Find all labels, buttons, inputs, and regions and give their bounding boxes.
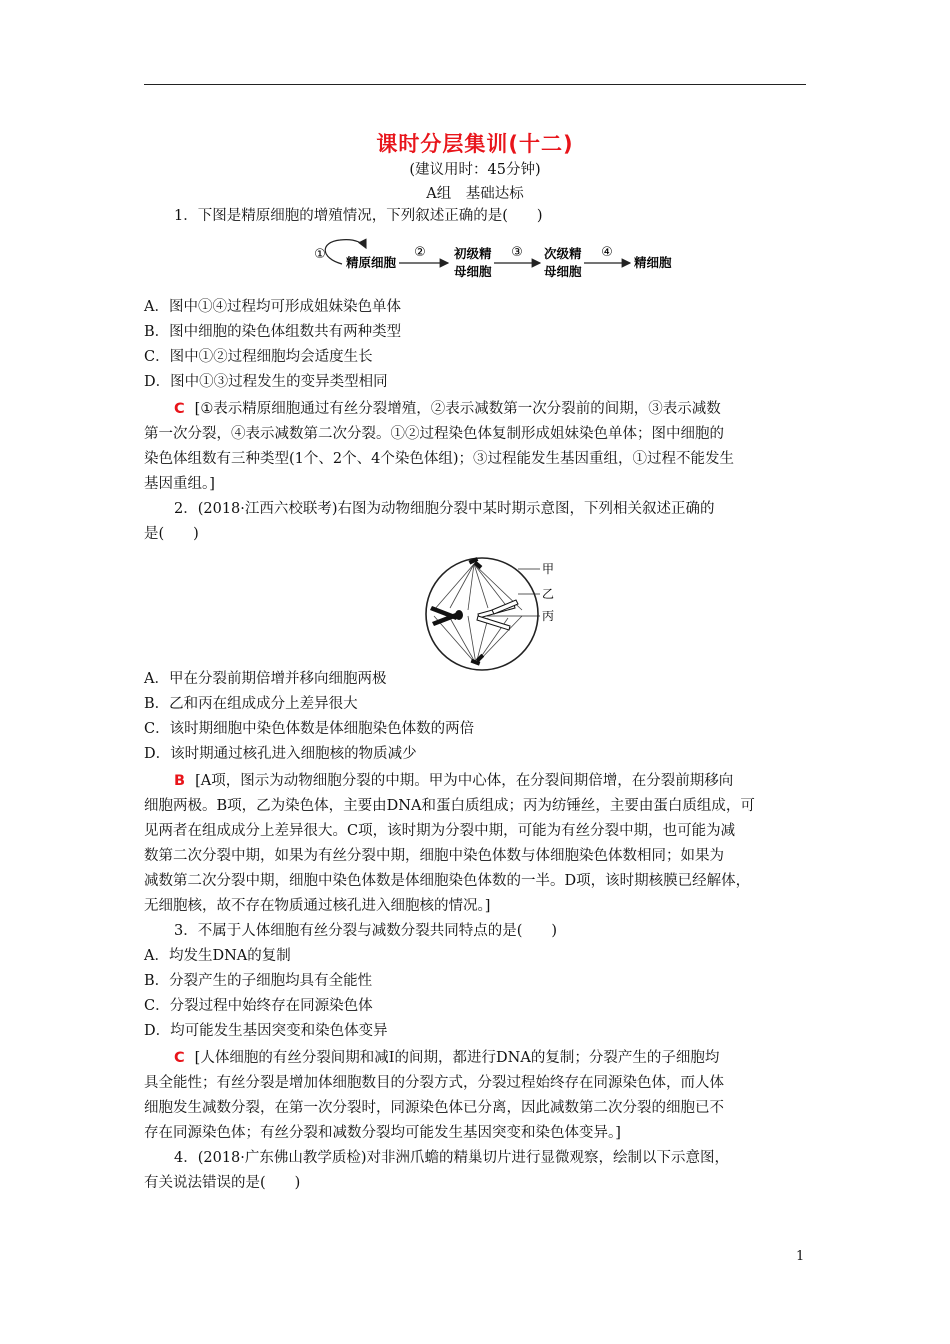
label-jia: 甲 — [542, 562, 555, 576]
mark-1: ① — [314, 247, 326, 262]
cell-secondary-l1: 次级精 — [544, 246, 582, 261]
q3-option-a: A．均发生DNA的复制 — [144, 948, 291, 964]
centriole-bottom — [471, 654, 485, 666]
suggested-time: (建议用时：45分钟) — [409, 162, 541, 178]
q1-stem: 1．下图是精原细胞的增殖情况，下列叙述正确的是( ) — [174, 208, 543, 224]
cell-primary-l1: 初级精 — [454, 246, 492, 261]
q3-explanation-line-2: 具全能性；有丝分裂是增加体细胞数目的分裂方式，分裂过程始终存在同源染色体，而人体 — [144, 1075, 724, 1091]
q1-answer: C — [174, 401, 185, 417]
chromosome-dark — [430, 606, 463, 626]
q3-option-b: B．分裂产生的子细胞均具有全能性 — [144, 973, 373, 989]
q2-explanation-line-6: 无细胞核，故不存在物质通过核孔进入细胞核的情况。] — [144, 898, 491, 914]
page-number: 1 — [796, 1249, 805, 1264]
q3-explanation-line-4: 存在同源染色体；有丝分裂和减数分裂均可能发生基因突变和染色体变异。] — [144, 1125, 621, 1141]
q1-explanation-line-2: 第一次分裂，④表示减数第二次分裂。①②过程染色体复制形成姐妹染色单体；图中细胞的 — [144, 426, 724, 442]
chromosome-light — [477, 600, 518, 630]
q2-explanation-line-1: B [A项，图示为动物细胞分裂的中期。甲为中心体，在分裂间期倍增，在分裂前期移向 — [174, 773, 734, 789]
group-label: A组 基础达标 — [426, 186, 524, 202]
cell-secondary-l2: 母细胞 — [544, 264, 582, 279]
q2-option-a: A．甲在分裂前期倍增并移向细胞两极 — [144, 671, 387, 687]
mark-3: ③ — [511, 245, 523, 260]
q1-option-b: B．图中细胞的染色体组数共有两种类型 — [144, 324, 402, 340]
page-title: 课时分层集训(十二) — [376, 132, 574, 156]
q1-explanation-line-4: 基因重组。] — [144, 476, 215, 492]
cell-spermatid: 精细胞 — [634, 255, 672, 270]
mark-2: ② — [414, 245, 426, 260]
q1-option-a: A．图中①④过程均可形成姐妹染色单体 — [144, 299, 401, 315]
q2-option-c: C．该时期细胞中染色体数是体细胞染色体数的两倍 — [144, 721, 475, 737]
q2-stem-line-2: 是( ) — [144, 526, 199, 542]
q2-option-b: B．乙和丙在组成成分上差异很大 — [144, 696, 358, 712]
q4-stem-line-1: 4．(2018·广东佛山教学质检)对非洲爪蟾的精巢切片进行显微观察，绘制以下示意图， — [174, 1150, 730, 1166]
label-yi: 乙 — [542, 587, 555, 601]
header-rule — [144, 84, 806, 85]
label-bing: 丙 — [542, 609, 555, 623]
q2-answer: B — [174, 773, 186, 789]
cell-spermatogonium: 精原细胞 — [346, 255, 397, 270]
q1-option-d: D．图中①③过程发生的变异类型相同 — [144, 374, 388, 390]
q2-stem-line-1: 2．(2018·江西六校联考)右图为动物细胞分裂中某时期示意图，下列相关叙述正确的 — [174, 501, 715, 517]
q2-explanation-line-3: 见两者在组成成分上差异很大。C项，该时期为分裂中期，可能为有丝分裂中期，也可能为减 — [144, 823, 736, 839]
q3-explanation-line-3: 细胞发生减数分裂，在第一次分裂时，同源染色体已分离，因此减数第二次分裂的细胞已不 — [144, 1100, 724, 1116]
q4-stem-line-2: 有关说法错误的是( ) — [144, 1175, 301, 1191]
q2-explanation-line-2: 细胞两极。B项，乙为染色体，主要由DNA和蛋白质组成；丙为纺锤丝，主要由蛋白质组成，可 — [144, 798, 755, 814]
q3-explanation-line-1: C [人体细胞的有丝分裂间期和减Ⅰ的间期，都进行DNA的复制；分裂产生的子细胞均 — [174, 1050, 720, 1066]
q1-option-c: C．图中①②过程细胞均会适度生长 — [144, 349, 373, 365]
mark-4: ④ — [601, 245, 613, 260]
cell-primary-l2: 母细胞 — [454, 264, 492, 279]
q2-explanation-line-5: 减数第二次分裂中期，细胞中染色体数是体细胞染色体数的一半。D项，该时期核膜已经解体， — [144, 873, 751, 889]
spermatogonium-flow-figure — [306, 236, 686, 284]
q3-answer: C — [174, 1050, 185, 1066]
cell-division-figure — [422, 552, 558, 676]
q3-stem: 3．不属于人体细胞有丝分裂与减数分裂共同特点的是( ) — [174, 923, 558, 939]
q3-option-c: C．分裂过程中始终存在同源染色体 — [144, 998, 373, 1014]
q2-option-d: D．该时期通过核孔进入细胞核的物质减少 — [144, 746, 417, 762]
q1-explanation-line-3: 染色体组数有三种类型(1个、2个、4个染色体组)；③过程能发生基因重组，①过程不能发生 — [144, 451, 734, 467]
q1-explanation-line-1: C [①表示精原细胞通过有丝分裂增殖，②表示减数第一次分裂前的间期，③表示减数 — [174, 401, 721, 417]
q3-option-d: D．均可能发生基因突变和染色体变异 — [144, 1023, 388, 1039]
q2-explanation-line-4: 数第二次分裂中期，如果为有丝分裂中期，细胞中染色体数与体细胞染色体数相同；如果为 — [144, 848, 724, 864]
